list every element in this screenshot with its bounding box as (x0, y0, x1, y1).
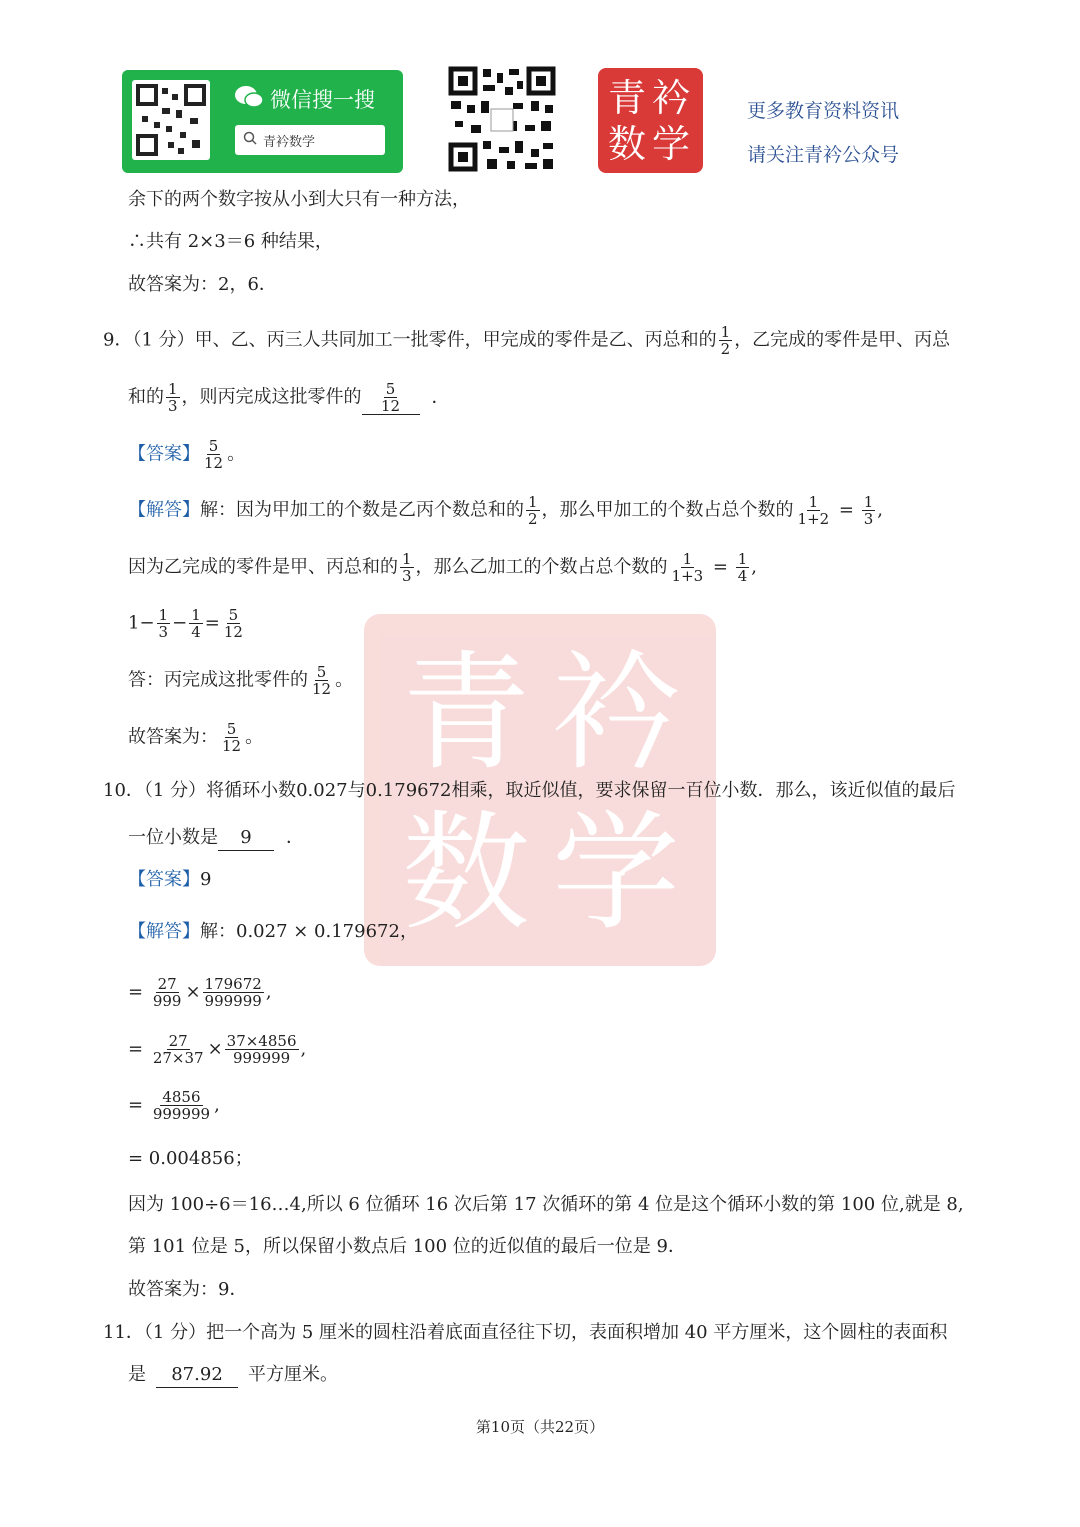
q11-stem-c: 平方厘米。 (248, 1364, 338, 1385)
q11-stem-line-2 (128, 1363, 338, 1388)
fraction (400, 551, 414, 584)
q9-solution-line-1: 【解答】解：因为甲加工的个数是乙丙个数总和的 $\frac{1}{2}$ ，那么甲加工的个数占总个数的 $\frac{1}{1+2}$ = $\frac{1}{3}$ , (128, 493, 884, 528)
q10-answer: 9 (200, 869, 212, 890)
fraction (225, 1033, 299, 1066)
fraction (719, 324, 733, 357)
q11-stem-b: 是 (128, 1364, 146, 1385)
q9-sol2-a: 因为乙完成的零件是甲、丙总和的 (128, 556, 398, 578)
q9-sol3: 1− (128, 612, 155, 634)
q9-stem-e: ． (431, 386, 450, 408)
fraction-den: 12 (312, 680, 332, 698)
q9-stem-a: 甲、乙、丙三人共同加工一批零件，甲完成的零件是乙、丙总和的 (194, 329, 717, 351)
fraction-den: 999999 (232, 1049, 291, 1067)
fraction-den: 1+3 (671, 567, 704, 585)
q10-sol1: 解：0.027 × 0.179672， (200, 921, 418, 942)
q10-score: （1 分） (143, 780, 207, 801)
q11-number: 11． (103, 1322, 144, 1343)
seal-char: 学 (652, 122, 691, 166)
q10-stem-line-1 (103, 779, 956, 803)
watermark-char: 衿 (552, 639, 681, 788)
q10-final: 故答案为：9． (128, 1279, 248, 1300)
q9-stem-line-2 (128, 381, 450, 415)
fraction (736, 551, 750, 584)
seal-char: 青 (608, 76, 647, 120)
q10-answer-line (128, 868, 211, 892)
fraction-num: 1 (808, 493, 819, 511)
q10-solution-line-4: = $\frac{4856}{999999}$ , (128, 1088, 220, 1123)
brand-seal-logo (598, 68, 703, 173)
watermark-char: 青 (402, 639, 531, 788)
fraction-num: 1 (737, 550, 748, 568)
wechat-icon (234, 85, 264, 114)
qr-code-small (132, 80, 210, 160)
fraction-num: 1 (402, 550, 412, 568)
fraction-den: 2 (528, 510, 538, 528)
q9-sol1-b: ，那么甲加工的个数占总个数的 (541, 499, 794, 521)
q9-number: 9． (103, 329, 133, 351)
fraction (862, 494, 876, 527)
fraction (222, 607, 245, 640)
fraction (526, 494, 540, 527)
q10-solution-line-5: = 0.004856； (128, 1148, 253, 1169)
fraction-den: 999999 (152, 1105, 211, 1123)
q9-sol4: 答：丙完成这批零件的 (128, 669, 308, 691)
prev-line-3: 故答案为：2，6． (128, 274, 277, 295)
fraction-num: 1 (191, 606, 201, 624)
q10-answer-blank: 9 (218, 826, 274, 851)
fraction-num: 5 (228, 606, 239, 624)
fraction-num: 4856 (162, 1088, 201, 1106)
q10-solution-line-3: = $\frac{27}{27\times 37}$ × $\frac{37\times 4856}{999999}$ , (128, 1032, 307, 1067)
fraction-den: 3 (158, 623, 169, 641)
fraction-num: 1 (682, 550, 693, 568)
fraction (202, 438, 225, 471)
fraction-num: 1 (528, 493, 538, 511)
search-icon (243, 131, 257, 149)
prev-line-2: ∴共有 2×3＝6 种结果， (128, 231, 333, 252)
q10-stem-b: 一位小数是 (128, 827, 218, 848)
promo-line-2: 请关注青衿公众号 (747, 144, 900, 166)
fraction (310, 664, 333, 697)
fraction-den: 2 (720, 340, 731, 358)
fraction-num: 37×4856 (226, 1032, 297, 1050)
wechat-search-field[interactable] (235, 125, 385, 155)
q9-solution-line-3: 1− $\frac{1}{3}$ − $\frac{1}{4}$ = $\frac{5}{12}$ (128, 606, 243, 641)
q10-paragraph-1: 因为 100÷6＝16…4,所以 6 位循环 16 次后第 17 次循环的第 4 位是这个循环小数的第 100 位,就是 8, (128, 1194, 964, 1215)
fraction-den: 12 (204, 454, 224, 472)
fraction (151, 1089, 212, 1122)
analysis-tag: 【解答】 (128, 921, 200, 942)
fraction-den: 27×37 (152, 1049, 204, 1067)
q9-score: （1 分） (132, 329, 195, 351)
fraction (166, 381, 180, 414)
fraction-num: 179672 (204, 975, 262, 993)
fraction-num: 1 (168, 380, 178, 398)
fraction-den: 12 (223, 623, 243, 641)
watermark-char: 学 (552, 799, 681, 948)
fraction (203, 976, 264, 1009)
q9-stem-c: 和的 (128, 386, 164, 408)
analysis-tag: 【解答】 (128, 499, 200, 521)
fraction-den: 1+2 (797, 510, 830, 528)
fraction (670, 551, 706, 584)
fraction (189, 607, 203, 640)
q9-final-line: 故答案为： $\frac{5}{12}$ 。 (128, 720, 264, 755)
fraction-den: 12 (381, 397, 401, 415)
fraction-num: 1 (720, 323, 731, 341)
q10-number: 10． (103, 780, 144, 801)
fraction-num: 5 (316, 663, 327, 681)
fraction (151, 976, 184, 1009)
fraction-num: 1 (863, 493, 874, 511)
wechat-search-banner[interactable] (122, 70, 403, 173)
q11-score: （1 分） (143, 1322, 207, 1343)
q9-solution-line-2: 因为乙完成的零件是甲、丙总和的 $\frac{1}{3}$ ，那么乙加工的个数占总个数的 $\frac{1}{1+3}$ = $\frac{1}{4}$ , (128, 550, 758, 585)
q10-solution-line-2: = $\frac{27}{999}$ × $\frac{179672}{999999}$ , (128, 975, 272, 1010)
promo-line-1: 更多教育资料资讯 (747, 100, 900, 122)
answer-tag: 【答案】 (128, 443, 200, 465)
fraction (379, 381, 402, 414)
wechat-title (234, 84, 375, 114)
q9-sol2-b: ，那么乙加工的个数占总个数的 (415, 556, 668, 578)
prev-line-1: 余下的两个数字按从小到大只有一种方法， (128, 189, 470, 210)
q11-answer-blank: 87.92 (156, 1363, 238, 1388)
seal-char: 数 (608, 122, 647, 166)
fraction-num: 5 (208, 437, 219, 455)
fraction-num: 5 (385, 380, 396, 398)
seal-char: 衿 (652, 76, 691, 120)
fraction-den: 4 (737, 567, 748, 585)
fraction-num: 5 (226, 720, 237, 738)
fraction-num: 27 (157, 975, 177, 993)
fraction-den: 3 (863, 510, 874, 528)
q9-stem-d: ，则丙完成这批零件的 (181, 386, 362, 408)
fraction-den: 4 (191, 623, 201, 641)
q9-stem-b: ，乙完成的零件是甲、丙总 (734, 329, 951, 351)
wechat-search-text: 青衿数学 (263, 134, 316, 150)
watermark-char: 数 (402, 799, 531, 948)
q11-stem-line-1 (103, 1321, 947, 1345)
q10-solution-line-1 (128, 920, 418, 944)
fraction-den: 999999 (204, 992, 262, 1010)
q10-paragraph-2: 第 101 位是 5，所以保留小数点后 100 位的近似值的最后一位是 9． (128, 1236, 686, 1257)
fraction (151, 1033, 206, 1066)
fraction-den: 3 (402, 567, 412, 585)
fraction-den: 3 (168, 397, 178, 415)
q10-stem-a: 将循环小数0.027与0.179672相乘，取近似值，要求保留一百位小数．那么，该近似值的最后 (206, 780, 956, 801)
q10-stem-c: ． (286, 827, 304, 848)
fraction-num: 1 (158, 606, 169, 624)
answer-tag: 【答案】 (128, 869, 200, 890)
q9-answer-blank (362, 381, 420, 415)
fraction-den: 12 (222, 737, 242, 755)
fraction-num: 27 (168, 1032, 188, 1050)
q10-stem-line-2 (128, 826, 304, 851)
q9-sol1-a: 解：因为甲加工的个数是乙丙个数总和的 (200, 499, 524, 521)
q11-stem-a: 把一个高为 5 厘米的圆柱沿着底面直径往下切，表面积增加 40 平方厘米，这个圆柱的表面积 (206, 1322, 948, 1343)
fraction (220, 721, 243, 754)
wechat-title-text: 微信搜一搜 (270, 88, 375, 112)
fraction (157, 607, 171, 640)
q9-final: 故答案为： (128, 726, 218, 748)
fraction (796, 494, 832, 527)
qr-code-large (447, 65, 557, 173)
page-footer: 第10页（共22页） (475, 1418, 605, 1436)
q9-stem-line-1 (103, 324, 950, 357)
q9-answer-line: 【答案】 $\frac{5}{12}$ 。 (128, 437, 246, 472)
fraction-den: 999 (152, 992, 182, 1010)
q9-solution-line-4: 答：丙完成这批零件的 $\frac{5}{12}$ 。 (128, 663, 354, 698)
